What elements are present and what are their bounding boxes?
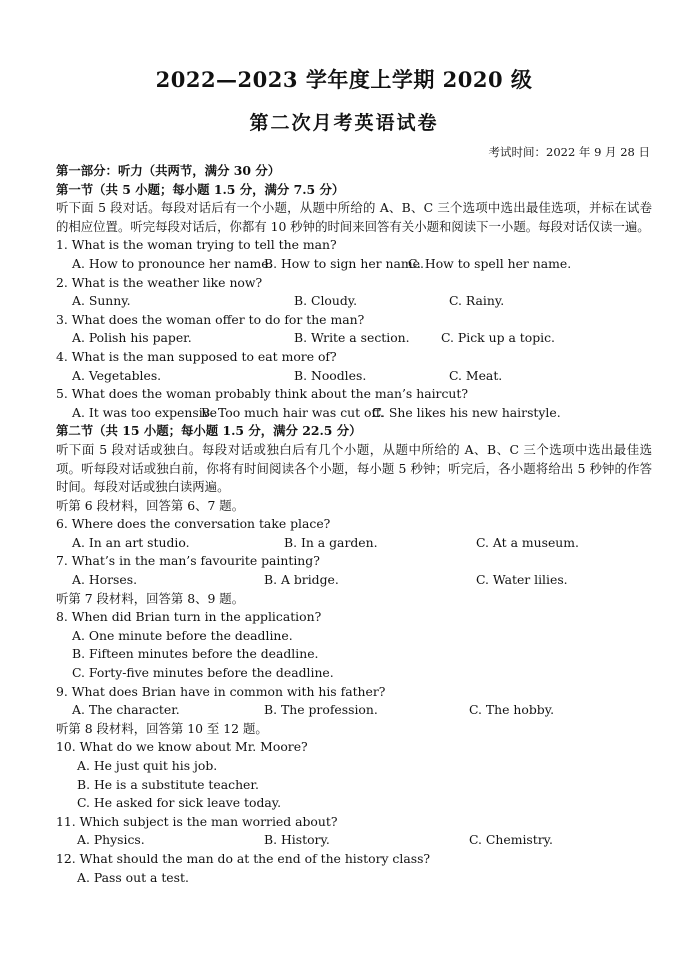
- question-2-options: [56, 292, 652, 311]
- question-4-options: [56, 367, 652, 386]
- question-9: 9. What does Brian have in common with his father?: [56, 683, 386, 699]
- option-b: B. The profession.: [264, 702, 378, 718]
- option-c: C. The hobby.: [469, 702, 555, 718]
- exam-content: [56, 162, 652, 887]
- question-7: 7. What’s in the man’s favourite painting?: [56, 553, 320, 569]
- material-8-intro: 听第 8 段材料，回答第 10 至 12 题。: [56, 720, 268, 736]
- option-a: A. How to pronounce her name.: [72, 255, 273, 271]
- option-c: C. Meat.: [449, 367, 503, 383]
- option-c: C. Forty-five minutes before the deadline.: [72, 665, 334, 681]
- option-c: C. How to spell her name.: [408, 255, 572, 271]
- option-b: B. How to sign her name.: [264, 255, 424, 271]
- material-6-intro: 听第 6 段材料，回答第 6、7 题。: [56, 497, 245, 513]
- option-b: B. Fifteen minutes before the deadline.: [72, 646, 319, 662]
- option-c: C. He asked for sick leave today.: [77, 795, 282, 811]
- question-8: 8. When did Brian turn in the application?: [56, 609, 322, 625]
- question-11: 11. Which subject is the man worried about?: [56, 813, 338, 829]
- option-c: C. At a museum.: [476, 534, 579, 550]
- option-a: A. He just quit his job.: [77, 758, 218, 773]
- option-b: B. In a garden.: [284, 534, 378, 550]
- option-b: B. Noodles.: [294, 367, 367, 383]
- exam-subtitle: 第二次月考英语试卷: [249, 112, 439, 134]
- option-c: C. Pick up a topic.: [441, 330, 555, 346]
- question-3-options: [56, 329, 652, 348]
- option-a: A. Physics.: [77, 832, 145, 848]
- option-c: C. Chemistry.: [469, 832, 553, 848]
- question-10: 10. What do we know about Mr. Moore?: [56, 739, 308, 755]
- question-3: 3. What does the woman offer to do for the man?: [56, 311, 365, 327]
- question-6: 6. Where does the conversation take place?: [56, 516, 331, 532]
- material-7-intro: 听第 7 段材料，回答第 8、9 题。: [56, 590, 245, 606]
- question-12: 12. What should the man do at the end of the history class?: [56, 850, 431, 866]
- question-11-options: [56, 831, 652, 850]
- option-a: A. It was too expensive: [72, 404, 217, 420]
- question-1: 1. What is the woman trying to tell the man?: [56, 237, 337, 253]
- section1-instructions: 听下面 5 段对话。每段对话后有一个小题，从题中所给的 A、B、C 三个选项中选出最佳选项，并标在试卷的相应位置。听完每段对话后，你都有 10 秒钟的时间来回答有关小题和阅读下一小题。每段对话仅读一遍。: [56, 200, 652, 234]
- option-b: B. Write a section.: [294, 330, 410, 346]
- question-5-options: [56, 404, 652, 423]
- option-b: B. History.: [264, 832, 330, 848]
- option-a: A. One minute before the deadline.: [72, 627, 293, 643]
- option-a: A. Polish his paper.: [72, 330, 192, 346]
- question-6-options: [56, 534, 652, 553]
- option-b: B. He is a substitute teacher.: [77, 776, 259, 792]
- question-9-options: [56, 701, 652, 720]
- question-5: 5. What does the woman probably think about the man’s haircut?: [56, 386, 469, 402]
- option-a: A. In an art studio.: [72, 534, 190, 550]
- option-b: B. Cloudy.: [294, 293, 358, 309]
- question-4: 4. What is the man supposed to eat more of?: [56, 348, 337, 364]
- question-2: 2. What is the weather like now?: [56, 274, 263, 290]
- option-a: A. Horses.: [72, 572, 138, 588]
- question-1-options: [56, 255, 652, 274]
- section2-instructions: 听下面 5 段对话或独白。每段对话或独白后有几个小题，从题中所给的 A、B、C 三个选项中选出最佳选项。听每段对话或独白前，你将有时间阅读各个小题，每小题 5 秒钟；听完后，各小题将给出 5 秒钟的作答时间。每段对话或独白读两遍。: [56, 441, 652, 495]
- option-a: A. Vegetables.: [72, 367, 162, 383]
- option-a: A. Pass out a test.: [77, 869, 189, 885]
- section2-heading: 第二节（共 15 小题；每小题 1.5 分，满分 22.5 分）: [56, 423, 362, 439]
- option-a: A. The character.: [72, 702, 180, 718]
- option-c: C. She likes his new hairstyle.: [372, 404, 561, 420]
- option-c: C. Water lilies.: [476, 572, 568, 588]
- exam-title: 2022—2023 学年度上学期 2020 级: [155, 67, 533, 92]
- question-7-options: [56, 571, 652, 590]
- option-a: A. Sunny.: [72, 293, 131, 309]
- exam-time: 考试时间：2022 年 9 月 28 日: [488, 145, 650, 159]
- option-c: C. Rainy.: [449, 293, 505, 309]
- part1-heading: 第一部分：听力（共两节，满分 30 分）: [56, 163, 281, 178]
- section1-heading: 第一节（共 5 小题；每小题 1.5 分，满分 7.5 分）: [56, 181, 345, 197]
- option-b: B. A bridge.: [264, 572, 339, 588]
- option-b: B. Too much hair was cut off.: [201, 404, 384, 420]
